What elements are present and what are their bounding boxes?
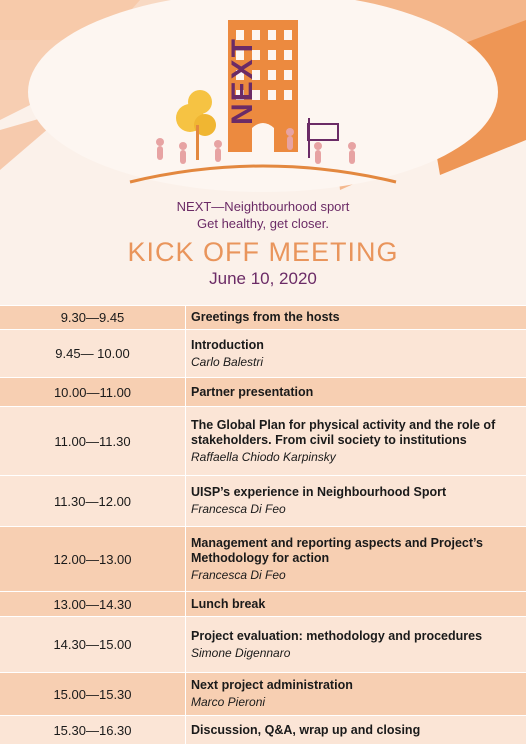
table-row — [0, 715, 526, 744]
event-date: June 10, 2020 — [209, 269, 317, 288]
project-subtitle: NEXT—Neightbourhood sport — [176, 199, 350, 214]
row-time: 13.00—14.30 — [0, 592, 186, 616]
row-time: 11.30—12.00 — [0, 476, 186, 526]
row-title: Introduction — [191, 337, 264, 352]
row-time: 14.30—15.00 — [0, 617, 186, 672]
table-row — [0, 672, 526, 715]
table-row — [0, 406, 526, 475]
project-tagline: Get healthy, get closer. — [197, 216, 329, 231]
row-speaker: Francesca Di Feo — [191, 502, 286, 516]
row-time: 10.00—11.00 — [0, 378, 186, 406]
row-title: UISP’s experience in Neighbourhood Sport — [191, 485, 447, 499]
table-row — [0, 377, 526, 406]
row-title: Management and reporting aspects and Project’s Methodology for action — [191, 535, 483, 565]
table-row — [0, 329, 526, 377]
row-title: Project evaluation: methodology and procedures — [191, 628, 483, 643]
row-time: 9.45— 10.00 — [0, 330, 186, 377]
table-row — [0, 591, 526, 616]
row-title: Next project administration — [191, 678, 353, 692]
page-title: KICK OFF MEETING — [127, 237, 399, 267]
row-title: Lunch break — [191, 596, 266, 611]
header-banner — [0, 0, 526, 305]
row-title: The Global Plan for physical activity and the role of stakeholders. From civil society to institutions — [191, 417, 496, 447]
header-titles — [0, 198, 526, 290]
row-speaker: Raffaella Chiodo Karpinsky — [191, 449, 336, 464]
row-speaker: Marco Pieroni — [191, 695, 266, 709]
row-title: Partner presentation — [191, 384, 314, 399]
row-title: Discussion, Q&A, wrap up and closing — [191, 722, 421, 737]
row-time: 12.00—13.00 — [0, 527, 186, 591]
table-row — [0, 526, 526, 591]
row-time: 11.00—11.30 — [0, 407, 186, 475]
row-time: 15.30—16.30 — [0, 716, 186, 744]
row-speaker: Carlo Balestri — [191, 354, 264, 369]
row-speaker: Francesca Di Feo — [191, 567, 286, 582]
table-row — [0, 305, 526, 329]
logo-text: NEXT — [226, 37, 259, 126]
row-time: 9.30—9.45 — [0, 306, 186, 329]
row-speaker: Simone Digennaro — [191, 645, 291, 660]
row-title: Greetings from the hosts — [191, 310, 340, 324]
agenda-table — [0, 305, 526, 744]
table-row — [0, 475, 526, 526]
table-row — [0, 616, 526, 672]
row-time: 15.00—15.30 — [0, 673, 186, 715]
